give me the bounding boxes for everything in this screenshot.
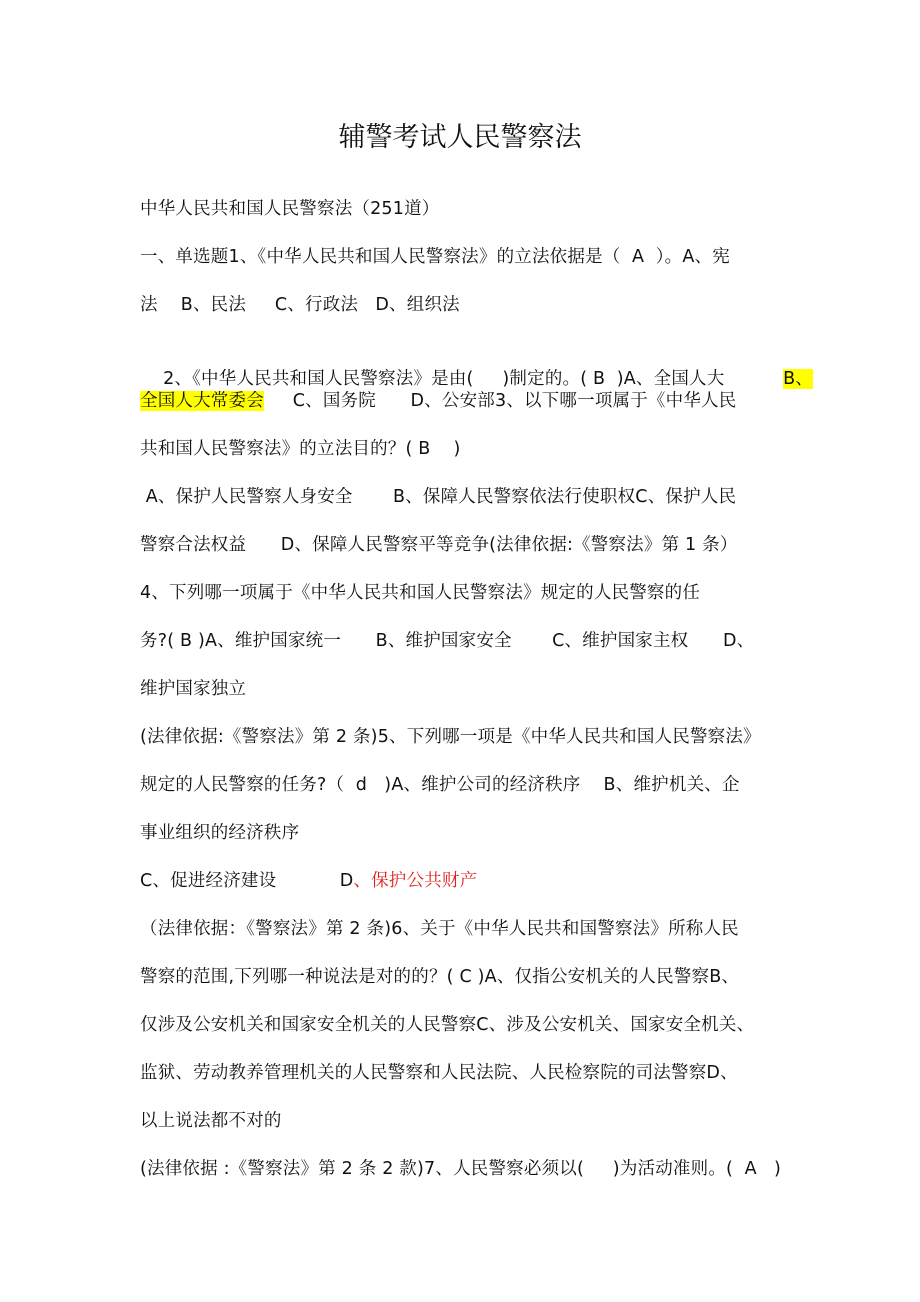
red-answer: 、保护公共财产 (353, 871, 478, 891)
text-segment: C、国务院 D、公安部3、以下哪一项属于《中华人民 (263, 391, 737, 411)
text-line: 监狱、劳动教养管理机关的人民警察和人民法院、人民检察院的司法警察D、 (140, 1063, 738, 1083)
text-segment: C、促进经济建设 D (140, 871, 354, 891)
text-line (140, 868, 790, 894)
text-line: 警察合法权益 D、保障人民警察平等竞争(法律依据:《警察法》第 1 条） (140, 535, 738, 555)
text-line: 以上说法都不对的 (140, 1111, 282, 1131)
text-segment: 2、《中华人民共和国人民警察法》是由( )制定的。( B )A、全国人大 (163, 369, 725, 389)
text-line: 法 B、民法 C、行政法 D、组织法 (140, 295, 460, 315)
text-line: 共和国人民警察法》的立法目的？( B ) (140, 439, 461, 459)
text-line: (法律依据:《警察法》第 2 条)5、下列哪一项是《中华人民共和国人民警察法》 (140, 727, 761, 747)
text-line: A、保护人民警察人身安全 B、保障人民警察依法行使职权C、保护人民 (140, 487, 737, 507)
text-line: 务?( B )A、维护国家统一 B、维护国家安全 C、维护国家主权 D、 (140, 631, 755, 651)
text-line: （法律依据：《警察法》第 2 条)6、关于《中华人民共和国警察法》所称人民 (140, 919, 739, 939)
text-line: (法律依据 :《警察法》第 2 条 2 款)7、人民警察必须以( )为活动准则。( A ) (140, 1159, 782, 1179)
highlighted-answer: 全国人大常委会 (140, 391, 264, 411)
text-line: 维护国家独立 (140, 679, 247, 699)
text-line: 4、下列哪一项属于《中华人民共和国人民警察法》规定的人民警察的任 (140, 583, 701, 603)
text-line: 警察的范围,下列哪一种说法是对的的？( C )A、仅指公安机关的人民警察B、 (140, 967, 740, 987)
text-line: 中华人民共和国人民警察法（251道） (140, 199, 440, 219)
text-line: 一、单选题1、《中华人民共和国人民警察法》的立法依据是（ A ）。A、宪 (140, 247, 730, 267)
text-line: 仅涉及公安机关和国家安全机关的人民警察C、涉及公安机关、国家安全机关、 (140, 1015, 755, 1035)
text-line (140, 388, 790, 414)
text-line: 事业组织的经济秩序 (140, 823, 300, 843)
text-line: 规定的人民警察的任务?（ d )A、维护公司的经济秩序 B、维护机关、企 (140, 775, 740, 795)
highlighted-answer: B、 (783, 369, 813, 389)
document-title: 辅警考试人民警察法 (338, 122, 582, 153)
